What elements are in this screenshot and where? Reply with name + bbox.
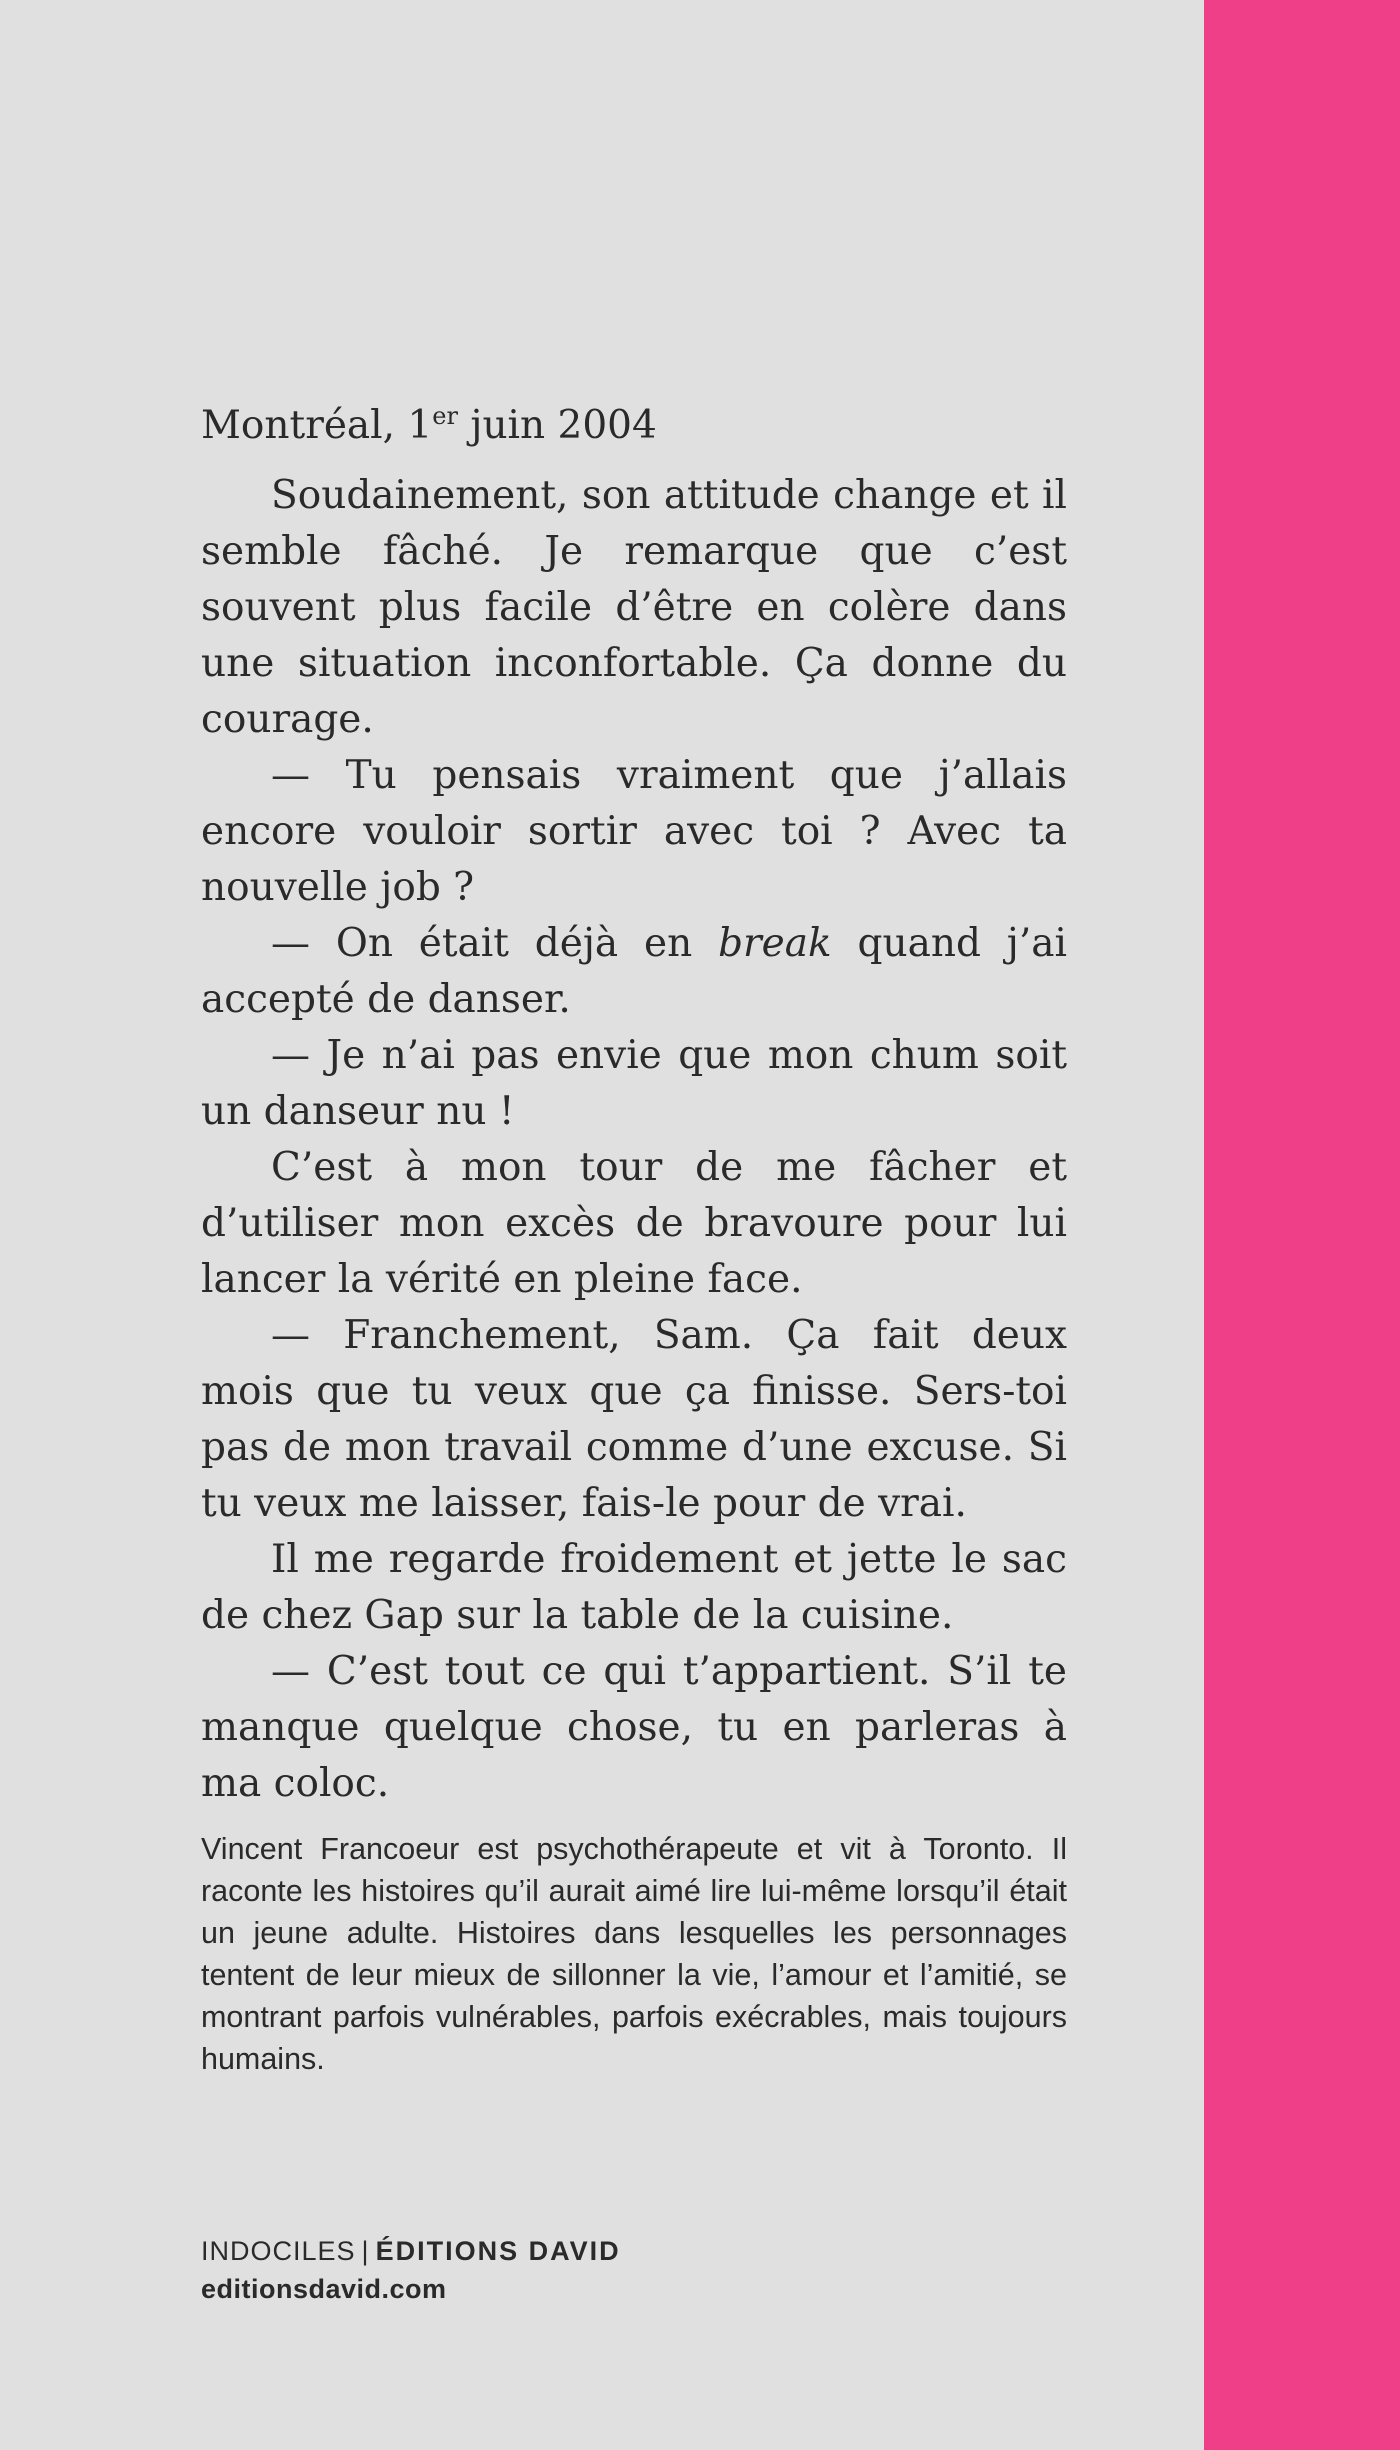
- author-bio: Vincent Francoeur est psychothérapeute et vit à Toronto. Il raconte les histoires qu’il aurait aimé lire lui-même lorsqu’il était un jeune adulte. Histoires dans lesquelles les personnages tentent de leur mieux de sillonner la vie, l’amour et l’amitié, se montrant parfois vulnérables, parfois exécrables, mais toujours humains.: [201, 1832, 1067, 2076]
- imprint-line: [201, 2232, 621, 2270]
- dateline-place-day: Montréal, 1: [201, 403, 433, 448]
- dateline-ordinal-superscript: er: [432, 402, 458, 430]
- publisher-imprint: [201, 2232, 621, 2308]
- break-line-after: quand j’ai accepté de danser.: [201, 921, 1067, 1022]
- pink-spine-band: [1204, 0, 1400, 2450]
- break-line-before: — On était déjà en: [271, 921, 719, 966]
- publisher-website: editionsdavid.com: [201, 2274, 447, 2304]
- book-excerpt: [201, 398, 1067, 1812]
- excerpt-dialogue-line: — Tu pensais vraiment que j’allais encore vouloir sortir avec toi ? Avec ta nouvelle job ?: [201, 753, 1067, 910]
- collection-name: INDOCILES: [201, 2236, 356, 2266]
- excerpt-dialogue-line: — Franchement, Sam. Ça fait deux mois que tu veux que ça finisse. Sers-toi pas de mon travail comme d’une excuse. Si tu veux me laisser, fais-le pour de vrai.: [201, 1313, 1067, 1526]
- excerpt-paragraph: C’est à mon tour de me fâcher et d’utiliser mon excès de bravoure pour lui lancer la vérité en pleine face.: [201, 1145, 1067, 1302]
- excerpt-dialogue-line: — C’est tout ce qui t’appartient. S’il te manque quelque chose, tu en parleras à ma coloc.: [201, 1649, 1067, 1806]
- publisher-name: ÉDITIONS DAVID: [375, 2236, 621, 2266]
- excerpt-dateline: [201, 398, 1067, 454]
- dateline-month-year: juin 2004: [457, 403, 657, 448]
- excerpt-paragraph: Soudainement, son attitude change et il semble fâché. Je remarque que c’est souvent plus facile d’être en colère dans une situation inconfortable. Ça donne du courage.: [201, 473, 1067, 742]
- excerpt-dialogue-line: — Je n’ai pas envie que mon chum soit un danseur nu !: [201, 1033, 1067, 1134]
- imprint-separator: |: [361, 2236, 370, 2266]
- break-line-italic-word: break: [718, 921, 832, 966]
- excerpt-paragraph: Il me regarde froidement et jette le sac de chez Gap sur la table de la cuisine.: [201, 1537, 1067, 1638]
- excerpt-dialogue-line: [201, 916, 1067, 1028]
